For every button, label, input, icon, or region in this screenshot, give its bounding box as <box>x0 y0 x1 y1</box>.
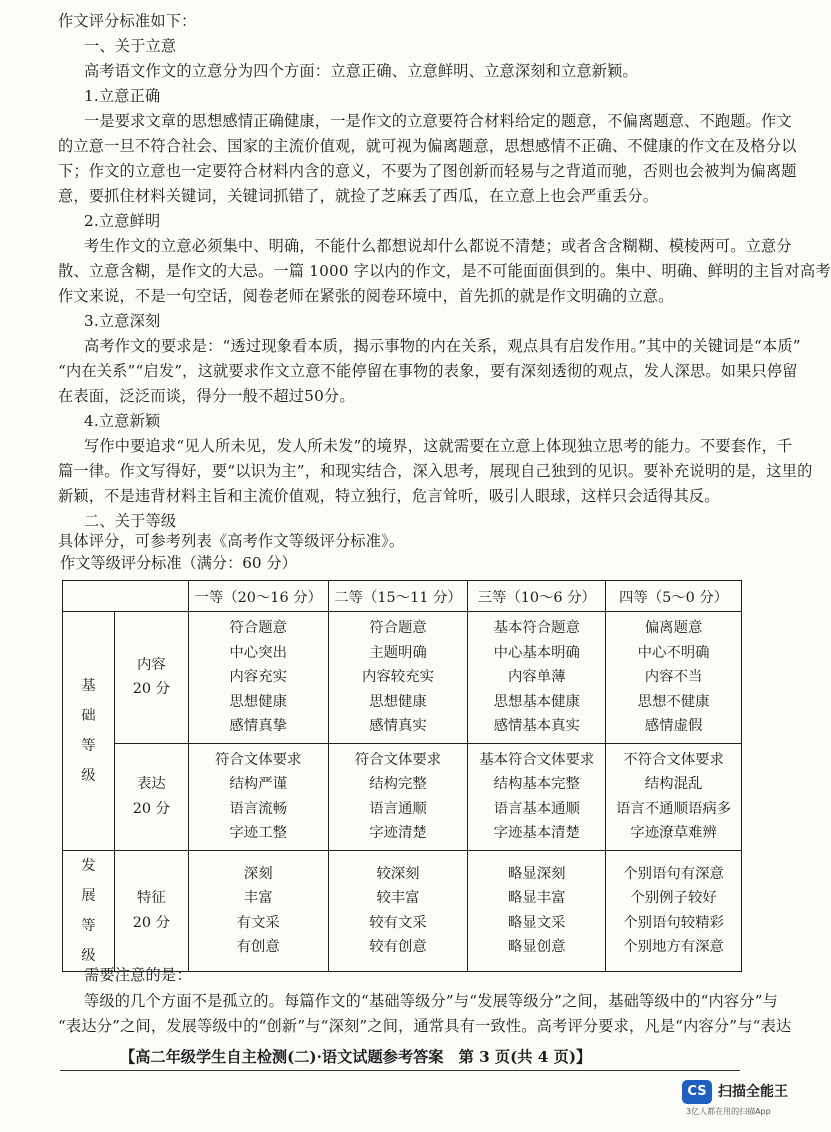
cell-text: 字迹清楚 <box>369 825 427 841</box>
group-dev-cell <box>63 850 115 971</box>
cell-text: 符合题意 <box>369 620 427 636</box>
table-cell <box>328 612 468 744</box>
paragraph-line: 写作中要追求“见人所未见，发人所未发”的境界，这就需要在立意上体现独立思考的能力。不要套作，千 <box>84 437 793 455</box>
watermark-subtitle: 3亿人都在用的扫描App <box>686 1107 771 1116</box>
cell-text: 字迹基本清楚 <box>493 825 580 841</box>
row-score: 20 分 <box>132 681 170 698</box>
cell-text: 主题明确 <box>369 644 427 661</box>
cell-text: 略显创意 <box>507 939 566 955</box>
cell-text: 基本符合文体要求 <box>479 751 595 768</box>
cell-text: 基本符合题意 <box>493 620 580 636</box>
subheading-1: 1.立意正确 <box>84 87 161 105</box>
cell-text: 结构混乱 <box>644 776 703 792</box>
table-cell <box>606 743 742 850</box>
paragraph-line: 一是要求文章的思想感情正确健康，一是作文的立意要符合材料给定的题意，不偏离题意、不跑题。作文 <box>84 112 792 130</box>
table-cell <box>188 612 328 744</box>
cell-text: 有文采 <box>236 914 280 931</box>
table-row-feature <box>63 850 742 971</box>
group-basic-cell <box>63 612 115 851</box>
row-score: 20 分 <box>132 800 170 817</box>
cell-text: 中心不明确 <box>637 644 710 661</box>
paragraph-line: 散、立意含糊，是作文的大忌。一篇 1000 字以内的作文，是不可能面面俱到的。集中、明确、鲜明的主旨对高考 <box>58 262 831 280</box>
cell-text: 字迹工整 <box>229 825 287 841</box>
table-header-row <box>63 581 742 612</box>
cell-text: 略显文采 <box>507 914 566 931</box>
paragraph-line: 具体评分，可参考列表《高考作文等级评分标准》。 <box>58 532 405 550</box>
cell-text: 语言流畅 <box>229 800 287 817</box>
cell-text: 结构完整 <box>369 776 427 792</box>
table-cell <box>188 850 328 971</box>
cell-text: 内容充实 <box>229 669 287 685</box>
cell-text: 丰富 <box>243 890 273 906</box>
table-cell <box>468 612 606 744</box>
paragraph-line: 的立意一旦不符合社会、国家的主流价值观，就可视为偏离题意，思想感情不正确、不健康的作文在及格分以 <box>58 137 797 155</box>
cell-text: 字迹潦草难辨 <box>630 825 717 841</box>
footer-divider <box>60 1070 740 1071</box>
row-score: 20 分 <box>132 914 170 931</box>
section-heading-2: 二、关于等级 <box>84 512 177 530</box>
cell-text: 内容较充实 <box>362 669 434 685</box>
cell-text: 个别语句有深意 <box>623 865 724 882</box>
table-cell <box>188 743 328 850</box>
group-basic-label: 基础等级 <box>81 677 96 784</box>
notes-heading: 需要注意的是： <box>84 966 192 984</box>
notes-line: 等级的几个方面不是孤立的。每篇作文的“基础等级分”与“发展等级分”之间，基础等级中的“内容分”与 <box>84 992 779 1010</box>
group-dev-label: 发展等级 <box>81 857 96 964</box>
cell-text: 内容单薄 <box>507 669 566 685</box>
camscanner-logo-icon: CS <box>682 1080 712 1104</box>
cell-text: 略显丰富 <box>507 890 566 906</box>
paragraph-line: “内在关系”“启发”，这就要求作文立意不能停留在事物的表象，要有深刻透彻的观点，发人深思。如果只停留 <box>58 362 798 380</box>
subheading-4: 4.立意新颖 <box>84 412 161 430</box>
cell-text: 符合文体要求 <box>354 751 442 768</box>
cell-text: 结构基本完整 <box>493 776 580 792</box>
cell-text: 语言通顺 <box>369 800 427 817</box>
table-cell <box>328 743 468 850</box>
paragraph-line: 考生作文的立意必须集中、明确，不能什么都想说却什么都说不清楚；或者含含糊糊、模棱两可。立意分 <box>84 237 792 255</box>
cell-text: 符合题意 <box>229 620 287 636</box>
table-row-content <box>63 612 742 744</box>
header-grade-2: 二等（15～11 分） <box>328 581 468 612</box>
header-grade-3: 三等（10～6 分） <box>468 581 606 612</box>
cell-text: 思想基本健康 <box>493 693 580 710</box>
table-cell <box>606 612 742 744</box>
cell-text: 思想健康 <box>369 693 427 710</box>
paragraph-line: 新颖，不是违背材料主旨和主流价值观，特立独行，危言耸听，吸引人眼球，这样只会适得其反。 <box>58 487 720 505</box>
row-name: 表达 <box>136 776 166 792</box>
cell-text: 深刻 <box>243 865 273 882</box>
cell-text: 个别例子较好 <box>630 890 717 906</box>
grading-table <box>62 580 742 972</box>
row-name: 内容 <box>136 656 166 673</box>
table-title: 作文等级评分标准（满分：60 分） <box>60 554 297 572</box>
paragraph-line: 下；作文的立意也一定要符合材料内含的意义，不要为了图创新而轻易与之背道而驰，否则也会被判为偏离题 <box>58 162 797 180</box>
paragraph-line: 高考语文作文的立意分为四个方面：立意正确、立意鲜明、立意深刻和立意新颖。 <box>84 62 638 80</box>
cell-text: 语言不通顺语病多 <box>616 800 732 817</box>
cell-text: 内容不当 <box>644 669 703 685</box>
cell-text: 较丰富 <box>376 890 420 906</box>
cell-text: 中心突出 <box>229 644 287 661</box>
paragraph-line: 高考作文的要求是：“透过现象看本质，揭示事物的内在关系，观点具有启发作用。”其中的关键词是“本质” <box>84 337 801 355</box>
row-expression-label <box>114 743 188 850</box>
cell-text: 感情真挚 <box>229 718 287 734</box>
cell-text: 有创意 <box>236 939 280 955</box>
paragraph-line: 在表面，泛泛而谈，得分一般不超过50分。 <box>58 387 355 405</box>
row-content-label <box>114 612 188 744</box>
table-cell <box>328 850 468 971</box>
cell-text: 思想不健康 <box>637 693 710 710</box>
header-grade-1: 一等（20～16 分） <box>188 581 328 612</box>
paragraph-line: 篇一律。作文写得好，要“以识为主”，和现实结合，深入思考，展现自己独到的见识。要补充说明的是，这里的 <box>58 462 813 480</box>
table-row-expression <box>63 743 742 850</box>
cell-text: 感情虚假 <box>644 718 703 734</box>
notes-line: “表达分”之间，发展等级中的“创新”与“深刻”之间，通常具有一致性。高考评分要求，凡是“内容分”与“表达 <box>58 1017 792 1035</box>
cell-text: 个别语句较精彩 <box>623 914 724 931</box>
intro-line: 作文评分标准如下： <box>58 12 197 30</box>
cell-text: 符合文体要求 <box>215 751 302 768</box>
cell-text: 偏离题意 <box>644 620 703 636</box>
paragraph-line: 作文来说，不是一句空话，阅卷老师在紧张的阅卷环境中，首先抓的就是作文明确的立意。 <box>58 287 674 305</box>
cell-text: 个别地方有深意 <box>623 939 724 955</box>
cell-text: 语言基本通顺 <box>493 800 580 817</box>
cell-text: 较有文采 <box>369 914 427 931</box>
cell-text: 不符合文体要求 <box>623 751 724 768</box>
row-name: 特征 <box>136 890 166 906</box>
cell-text: 较有创意 <box>369 939 427 955</box>
watermark-name: 扫描全能王 <box>718 1084 788 1100</box>
cell-text: 结构严谨 <box>229 776 287 792</box>
table-cell <box>468 743 606 850</box>
subheading-2: 2.立意鲜明 <box>84 212 161 230</box>
table-cell <box>606 850 742 971</box>
subheading-3: 3.立意深刻 <box>84 312 161 330</box>
page-footer: 【高二年级学生自主检测(二)·语文试题参考答案 第 3 页(共 4 页)】 <box>120 1048 592 1066</box>
cell-text: 感情基本真实 <box>493 718 580 734</box>
row-feature-label <box>114 850 188 971</box>
cell-text: 感情真实 <box>369 718 427 734</box>
cell-text: 较深刻 <box>376 865 420 882</box>
table-cell <box>468 850 606 971</box>
cell-text: 略显深刻 <box>507 865 566 882</box>
header-grade-4: 四等（5～0 分） <box>606 581 742 612</box>
table-corner-cell <box>63 581 189 612</box>
cell-text: 思想健康 <box>229 693 287 710</box>
cell-text: 中心基本明确 <box>493 644 580 661</box>
paragraph-line: 意，要抓住材料关键词，关键词抓错了，就捡了芝麻丢了西瓜，在立意上也会严重丢分。 <box>58 187 659 205</box>
section-heading-1: 一、关于立意 <box>84 37 177 55</box>
